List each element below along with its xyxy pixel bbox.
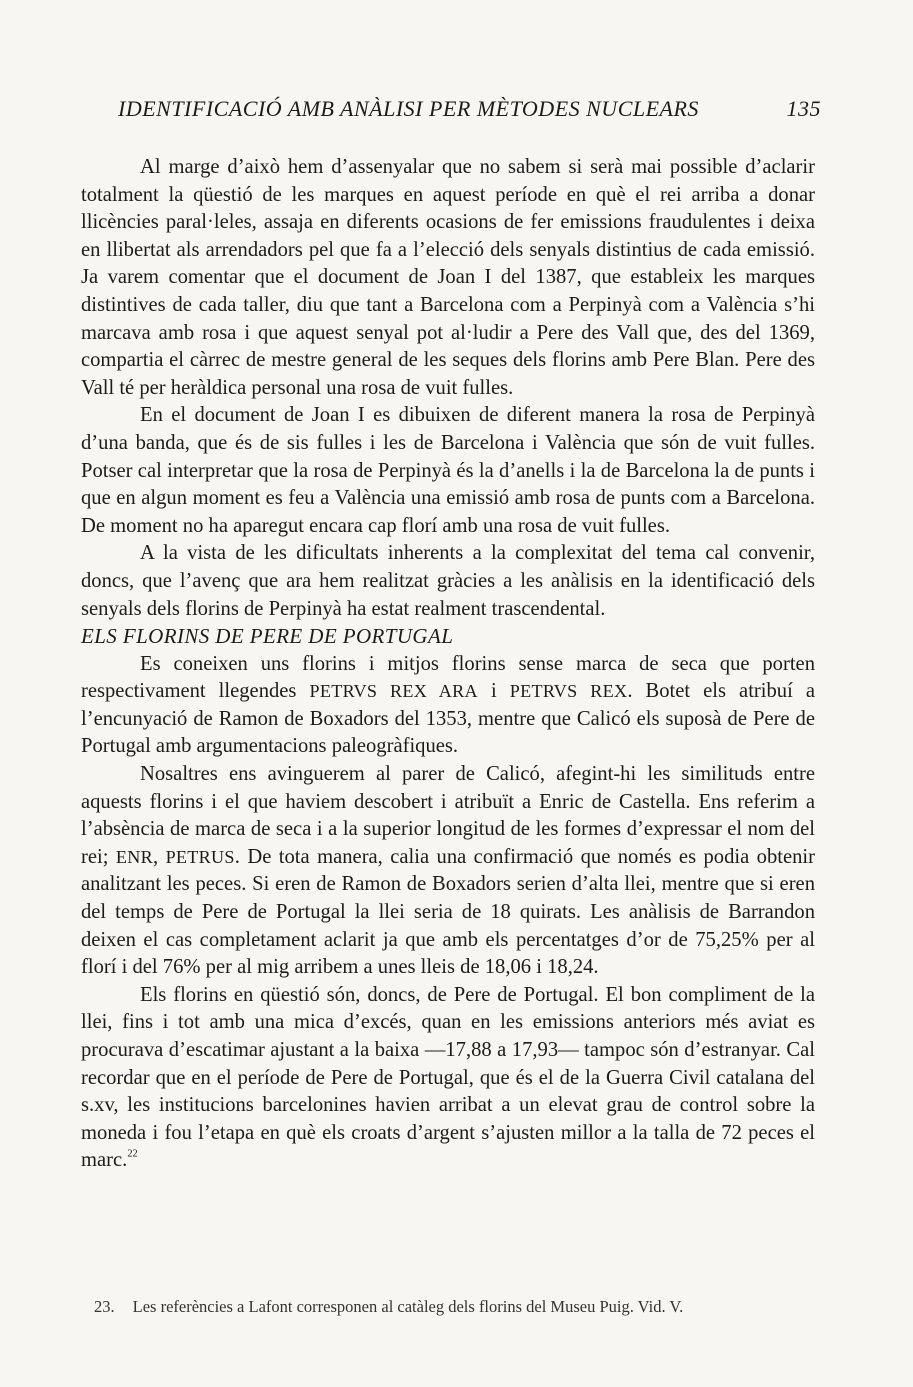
p4-text-3: . Botet els atribuí a l’encunyació de Ramon de Boxadors del 1353, mentre que Calicó els suposà de Pere de Portugal amb argumentacions paleogràfiques. <box>81 680 815 758</box>
p6-text: Els florins en qüestió són, doncs, de Pere de Portugal. El bon compliment de la llei, fins i tot amb una mica d’excés, quan en les emissions anteriors més aviat es procurava d’escatimar ajustant a la baixa —17,88 a 17,93— tampoc són d’estranyar. Cal recordar que en el període de Pere de Portugal, que és el de la Guerra Civil catalana del s.xv, les institucions barcelonines havien arribat a un elevat grau de control sobre la moneda i fou l’etapa en què els croats d’argent s’ajusten millor a la talla de 72 peces el marc. <box>81 983 815 1172</box>
p4-text-1: Es coneixen uns florins i mitjos florins sense marca de seca que porten respectivament llegendes <box>81 652 815 703</box>
paragraph-5 <box>81 761 815 982</box>
name-enr: ENR <box>115 846 153 867</box>
paragraph-3: A la vista de les dificultats inherents a la complexitat del tema cal convenir, doncs, que l’avenç que ara hem realitzat gràcies a les anàlisis en la identificació dels senyals dels florins de Perpinyà ha estat realment trascendental. <box>81 542 815 620</box>
running-title: IDENTIFICACIÓ AMB ANÀLISI PER MÈTODES NUCLEARS <box>118 96 699 121</box>
legend-petrvs-rex: PETRVS REX <box>509 681 628 702</box>
paragraph-1: Al marge d’això hem d’assenyalar que no sabem si serà mai possible d’aclarir totalment la qüestió de les marques en aquest període en què el rei arriba a donar llicències paral·leles, assaja en diferents ocasions de fer emissions fraudulentes i deixa en llibertat als arrendadors pel que fa a l’elecció dels senyals distintius de cada emissió. Ja varem comentar que el document de Joan I del 1387, que estableix les marques distintives de cada taller, diu que tant a Barcelona com a Perpinyà com a València s’hi marcava amb rosa i que aquest senyal pot al·ludir a Pere des Vall que, des del 1369, compartia el càrrec de mestre general de les seques dels florins amb Pere Blan. Pere des Vall té per heràldica personal una rosa de vuit fulles. <box>81 156 815 399</box>
paragraph-2: En el document de Joan I es dibuixen de diferent manera la rosa de Perpinyà d’una banda, que és de sis fulles i les de Barcelona i València que són de vuit fulles. Potser cal interpretar que la rosa de Perpinyà és la d’anells i la de Barcelona la de punts i que en algun moment es feu a València una emissió amb rosa de punts com a Barcelona. De moment no ha aparegut encara cap florí amb una rosa de vuit fulles. <box>81 404 815 537</box>
footnote-reference: 22 <box>127 1149 138 1161</box>
p5-text-3: . De tota manera, calia una confirmació que només es podia obtenir analitzant les peces. Si eren de Ramon de Boxadors serien d’alta llei, mentre que si eren del temps de Pere de Portugal la llei seria de 18 quirats. Les anàlisis de Barrandon deixen el cas completament aclarit ja que amb els percentatges d’or de 75,25% per al florí i del 76% per al mig arribem a unes lleis de 18,06 i 18,24. <box>81 845 816 979</box>
paragraph-6 <box>81 982 815 1175</box>
p5-text-1: Nosaltres ens avinguerem al parer de Calicó, afegint-hi les similituds entre aquests florins i el que haviem descobert i atribuït a Enric de Castella. Ens referim a l’absència de marca de seca i a la superior longitud de les formes d’expressar el nom del rei; <box>81 763 815 868</box>
legend-petrvs-rex-ara: PETRVS REX ARA <box>309 681 478 702</box>
page-number: 135 <box>786 96 821 121</box>
section-title: ELS FLORINS DE PERE DE PORTUGAL <box>81 624 454 649</box>
name-petrus: PETRUS <box>165 846 235 867</box>
p5-text-2: , <box>152 845 166 868</box>
running-header <box>118 96 821 122</box>
main-text <box>81 154 815 1175</box>
footnote-text: Les referències a Lafont corresponen al catàleg dels florins del Museu Puig. Vid. V. <box>132 1297 684 1316</box>
footnote-number: 23. <box>94 1297 115 1316</box>
paragraph-4 <box>81 651 815 761</box>
footnote <box>94 1296 814 1318</box>
p4-text-2: i <box>477 680 510 703</box>
